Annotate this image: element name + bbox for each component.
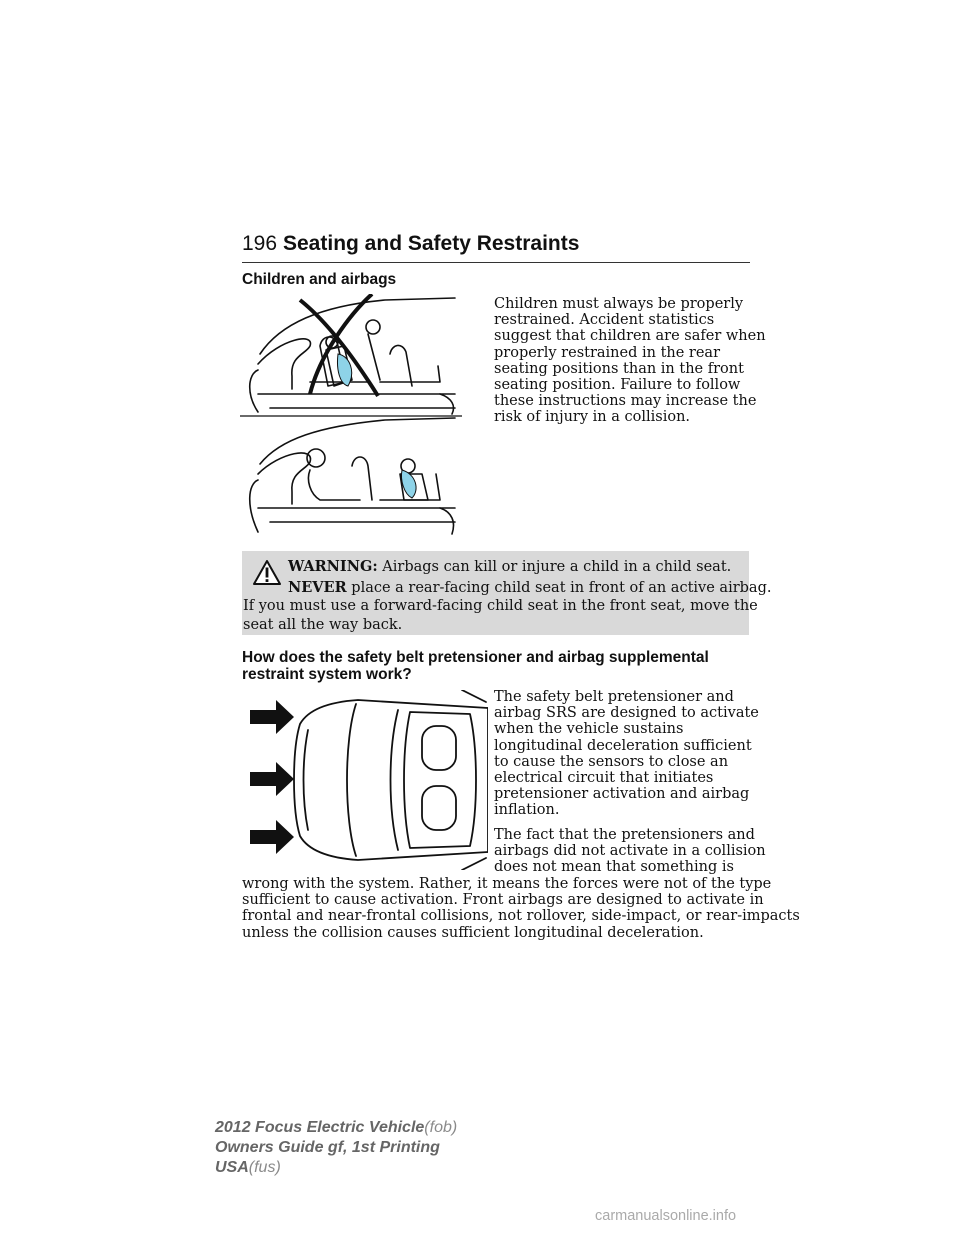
footer-line-2 [215,1138,440,1157]
srs-paragraph-1 [494,689,759,819]
children-airbags-paragraph [494,296,766,426]
text-line: inflation. [494,802,560,819]
text-line: when the vehicle sustains [494,721,684,738]
text-line: risk of injury in a collision. [494,409,691,426]
page-number: 196 [242,232,278,255]
warning-line-3: If you must use a forward-facing child seat in the front seat, move the [243,598,758,614]
text-line: Children must always be properly [494,296,744,312]
text-line: pretensioner activation and airbag [494,786,750,803]
srs-paragraph-2-top [494,827,766,876]
footer-line-1 [215,1118,457,1137]
arrow-right-icon [250,762,294,796]
srs-paragraph-2-bottom [242,876,800,941]
text-line: The safety belt pretensioner and [494,689,734,705]
text-line: restrained. Accident statistics [494,312,715,329]
impact-arrows [250,700,294,854]
text-line: The fact that the pretensioners and [494,827,755,843]
text-line: frontal and near-frontal collisions, not rollover, side-impact, or rear-impacts [242,908,800,925]
heading-line: restraint system work? [242,666,412,683]
header-divider [242,262,750,263]
text-line: seating positions than in the front [494,360,744,377]
footer-guide: Owners Guide gf, 1st Printing [215,1139,440,1156]
section-title: Seating and Safety Restraints [283,232,580,255]
footer-code: (fus) [248,1159,281,1176]
text-line: wrong with the system. Rather, it means the forces were not of the type [242,876,772,892]
text-line: to cause the sensors to close an [494,753,729,770]
text-line: airbags did not activate in a collision [494,843,766,860]
text-line: properly restrained in the rear [494,344,721,361]
text-line: unless the collision causes sufficient longitudinal deceleration. [242,924,704,941]
warning-label: WARNING: [288,558,378,575]
text-line: seating position. Failure to follow [494,377,741,394]
text-line: electrical circuit that initiates [494,770,714,787]
watermark: carmanualsonline.info [595,1208,737,1224]
page-header [242,232,750,262]
text-line: suggest that children are safer when [494,328,766,345]
heading-line: How does the safety belt pretensioner and airbag supplemental [242,649,709,666]
frontal-impact-illustration [248,690,488,870]
arrow-right-icon [250,700,294,734]
footer-region: USA [215,1159,249,1176]
text-line: these instructions may increase the [494,393,757,410]
text-line: sufficient to cause activation. Front airbags are designed to activate in [242,892,764,909]
text-line: does not mean that something is [494,859,734,876]
text-line: longitudinal deceleration sufficient [494,737,752,754]
text-line: airbag SRS are designed to activate [494,705,759,722]
children-airbags-heading: Children and airbags [242,271,397,288]
warning-text: place a rear-facing child seat in front of an active airbag. [351,580,772,596]
warning-triangle-icon [252,559,282,586]
never-label: NEVER [288,579,347,596]
warning-line-1 [288,558,731,575]
warning-box [242,551,772,635]
footer-line-3 [215,1158,281,1177]
srs-heading [242,649,709,683]
footer-code: (fob) [424,1119,458,1136]
warning-line-2 [288,579,771,596]
warning-line-4: seat all the way back. [243,617,403,633]
car-top-view [294,690,488,870]
footer-model: 2012 Focus Electric Vehicle [215,1119,425,1136]
child-seat-illustration [240,294,462,542]
arrow-right-icon [250,820,294,854]
warning-text: Airbags can kill or injure a child in a child seat. [382,559,732,575]
